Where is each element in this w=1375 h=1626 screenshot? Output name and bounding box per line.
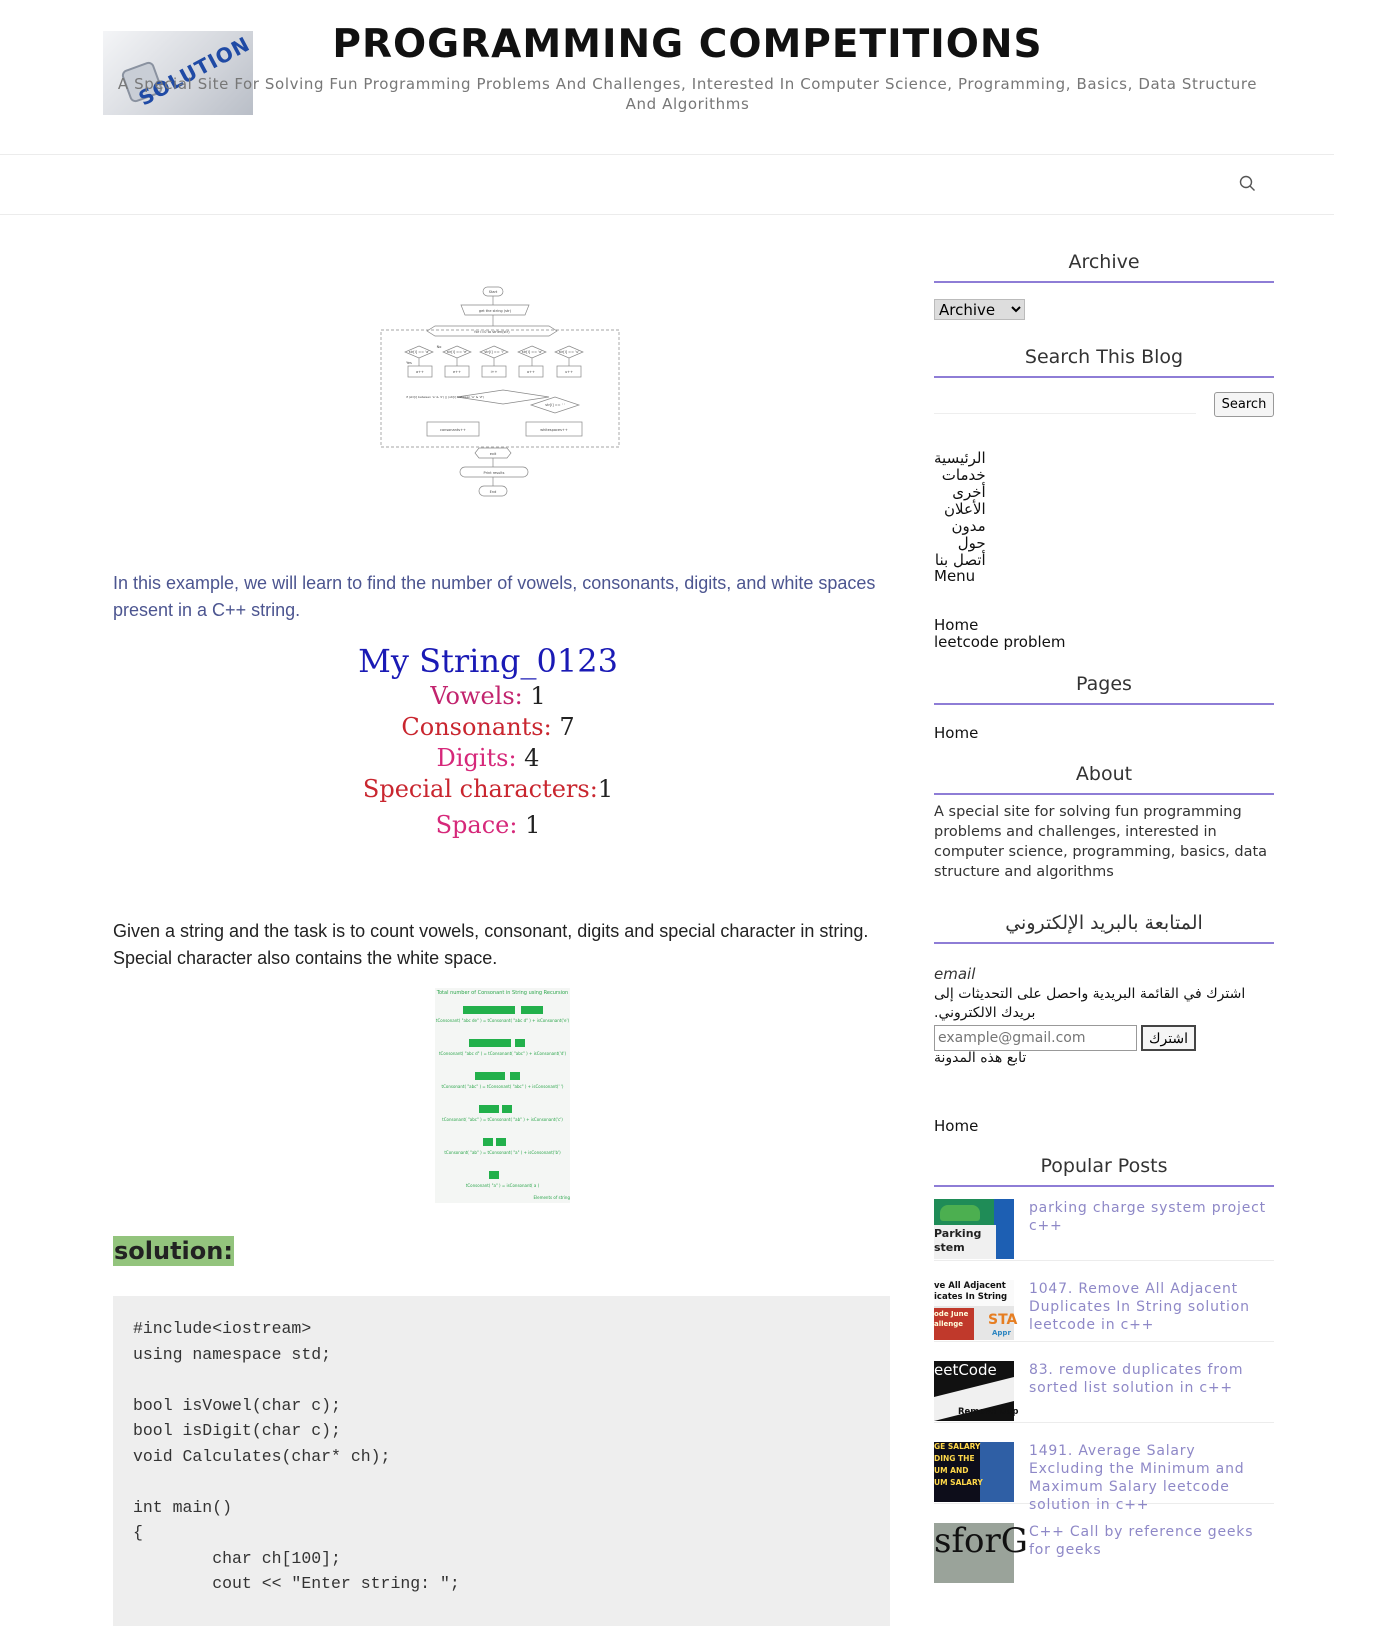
recursion-diagram-image	[435, 988, 570, 1203]
string-box	[515, 1039, 525, 1047]
menu-item-services-ar[interactable]: خدمات	[941, 466, 986, 484]
archive-select[interactable]	[934, 299, 1025, 320]
popular-posts-title: Popular Posts	[934, 1155, 1274, 1187]
space-line: Space: 1	[435, 811, 541, 839]
thumb-text: DING THE	[934, 1454, 975, 1463]
thumb-text: UM AND	[934, 1466, 969, 1475]
popular-post[interactable]	[934, 1523, 1274, 1585]
search-icon[interactable]	[1238, 174, 1258, 194]
space-label: Space	[435, 811, 510, 839]
fc-end: End	[489, 490, 497, 494]
task-paragraph: Given a string and the task is to count vowels, consonant, digits and special character in string. Special character also contains the white space.	[113, 921, 869, 968]
search-button[interactable]: Search	[1214, 392, 1274, 417]
fc-cond-a: str[i] == 'a'	[408, 350, 430, 354]
recursion-caption: tConsonant( "ab" ) = tConsonant( "a" ) + isConsonant('b')	[444, 1150, 561, 1155]
fc-yes: Yes	[406, 361, 412, 365]
post-title-link[interactable]: 83. remove duplicates from sorted list solution in c++	[1029, 1362, 1244, 1396]
link-home[interactable]: Home	[934, 616, 979, 634]
fc-exit: exit	[489, 452, 497, 456]
thumb-text: Remove Dup	[958, 1407, 1019, 1417]
follow-blog-link[interactable]: تابع هذه المدونة	[934, 1050, 1027, 1066]
post-thumbnail[interactable]	[934, 1521, 1028, 1583]
vowels-label: Vowels	[430, 682, 515, 710]
fc-cond-i: str[i] == 'i'	[484, 350, 504, 354]
thumb-text: icates In String	[934, 1292, 1008, 1302]
pages-link-home[interactable]: Home	[934, 724, 979, 742]
post-thumbnail[interactable]	[934, 1442, 1014, 1502]
fc-loop: for i=0 to strlen(str)	[474, 330, 510, 334]
search-input[interactable]	[934, 392, 1196, 414]
post-thumbnail[interactable]	[934, 1280, 1018, 1340]
about-text: A special site for solving fun programming problems and challenges, interested in computer science, programming, basics, data structure and algorithms	[934, 804, 1268, 880]
string-box	[469, 1039, 511, 1047]
digits-value: 4	[524, 744, 540, 772]
thumb-text: sforG	[934, 1521, 1028, 1561]
pages-widget-title: Pages	[934, 673, 1274, 705]
fc-u-inc: u++	[564, 370, 574, 374]
recursion-caption: tConsonant( "abc" ) = tConsonant( "ab" ) + isConsonant('c')	[442, 1117, 563, 1122]
popular-post[interactable]	[934, 1199, 1274, 1261]
fc-cond-space: str[i] == ' '	[545, 403, 565, 407]
recursion-caption: tConsonant( "a" ) = isConsonant( a )	[465, 1183, 540, 1188]
search-widget-title: Search This Blog	[934, 346, 1274, 378]
logo-word: SOLUTION	[134, 31, 254, 111]
thumb-text: stem	[934, 1241, 965, 1254]
fc-i-inc: i++	[490, 370, 498, 374]
string-box	[483, 1138, 493, 1146]
string-box	[510, 1072, 520, 1080]
archive-widget-title: Archive	[934, 251, 1274, 283]
fc-consonants: consonants++	[440, 428, 466, 432]
popular-post[interactable]	[934, 1361, 1274, 1423]
code-block[interactable]: #include<iostream> using namespace std; bool isVowel(char c); bool isDigit(char c); void Calculates(char* ch); int main() { char ch[100]; cout << "Enter string: ";	[113, 1296, 890, 1626]
space-value: 1	[525, 811, 541, 839]
string-box	[463, 1006, 515, 1014]
post-thumbnail[interactable]	[934, 1199, 1014, 1259]
fc-start: Start	[488, 290, 498, 294]
consonants-label: Consonants	[401, 713, 544, 741]
thumb-text: UM SALARY	[934, 1478, 983, 1487]
menu-item-about-ar[interactable]: حول	[957, 534, 986, 552]
fc-o-inc: o++	[526, 370, 536, 374]
special-line: Special characters:1	[362, 775, 614, 803]
fc-cond-o: str[i] == 'o'	[521, 350, 543, 354]
menu-item-blogger-ar[interactable]: مدون	[951, 517, 986, 535]
subscribe-button[interactable]: اشترك	[1141, 1025, 1196, 1051]
consonants-value: 7	[559, 713, 575, 741]
fc-whitespaces: whitespaces++	[540, 428, 568, 432]
recursion-title: Total number of Consonant in String using Recursion	[436, 990, 569, 996]
string-heading: My String_0123	[358, 642, 618, 680]
fc-e-inc: e++	[452, 370, 462, 374]
string-example-image	[353, 642, 653, 842]
site-title[interactable]: PROGRAMMING COMPETITIONS	[332, 22, 1043, 67]
site-description: A Special Site For Solving Fun Programming Problems And Challenges, Interested In Computer Science, Programming, Basics, Data Structure And Algorithms	[117, 75, 1258, 113]
recursion-legend: Elements of string	[533, 1195, 570, 1200]
nav-bar	[0, 155, 1334, 215]
recursion-caption: tConsonant( "abc d" ) = tConsonant( "abc" ) + isConsonant('d')	[438, 1051, 567, 1056]
recursion-caption: tConsonant( "abc de" ) = tConsonant( "abc d" ) + isConsonant('e')	[435, 1018, 570, 1023]
string-box	[475, 1072, 505, 1080]
menu-item-other-ar[interactable]: أخرى	[952, 483, 986, 501]
thumb-text: allenge	[934, 1320, 964, 1328]
menu-item-contact-ar[interactable]: أتصل بنا	[934, 551, 986, 569]
menu-item-home-ar[interactable]: الرئيسية	[934, 449, 986, 467]
post-title-link[interactable]: parking charge system project c++	[1029, 1200, 1266, 1234]
flowchart-image	[379, 286, 624, 501]
post-thumbnail[interactable]	[934, 1361, 1019, 1421]
email-widget-title: المتابعة بالبريد الإلكتروني	[934, 912, 1274, 944]
fc-cond-u: str[i] == 'u'	[558, 350, 580, 354]
thumb-text: STA	[988, 1312, 1018, 1328]
popular-post[interactable]	[934, 1442, 1274, 1513]
thumb-text: Appr	[992, 1329, 1011, 1337]
thumb-text: ode June	[934, 1310, 969, 1318]
arabic-menu	[934, 450, 986, 569]
fc-no: No	[436, 345, 442, 349]
fc-get: get the string (str)	[478, 309, 512, 313]
home-link[interactable]: Home	[934, 1117, 979, 1135]
post-title-link[interactable]: 1491. Average Salary Excluding the Minimum and Maximum Salary leetcode solution in c++	[1029, 1443, 1245, 1513]
digits-line: Digits: 4	[436, 744, 540, 772]
vowels-line: Vowels: 1	[430, 682, 546, 710]
about-widget-title: About	[934, 763, 1274, 795]
email-description: اشترك في القائمة البريدية واحصل على التحديثات إلى بريدك الالكتروني.	[934, 986, 1246, 1021]
popular-post[interactable]	[934, 1280, 1274, 1342]
thumb-text: GE SALARY	[934, 1442, 981, 1451]
site-header	[0, 0, 1334, 155]
vowels-value: 1	[530, 682, 546, 710]
fc-cond-e: str[i] == 'e'	[446, 350, 468, 354]
string-box	[521, 1006, 543, 1014]
special-label: Special characters	[362, 775, 590, 803]
links-list	[934, 617, 1274, 651]
thumb-text: Parking	[934, 1227, 982, 1240]
post-title-link[interactable]: C++ Call by reference geeks for geeks	[1029, 1524, 1254, 1558]
consonants-line: Consonants: 7	[401, 713, 575, 741]
email-label: email	[934, 965, 976, 983]
solution-heading: solution:	[114, 1237, 233, 1265]
post-title-link[interactable]: 1047. Remove All Adjacent Duplicates In String solution leetcode in c++	[1029, 1281, 1250, 1333]
email-input[interactable]	[934, 1025, 1137, 1051]
special-value: 1	[597, 775, 614, 803]
string-box	[502, 1105, 512, 1113]
intro-paragraph: In this example, we will learn to find the number of vowels, consonants, digits, and white spaces present in a C++ string.	[113, 573, 876, 620]
digits-label: Digits	[436, 744, 509, 772]
menu-item-ads-ar[interactable]: الأعلان	[944, 500, 986, 518]
string-box	[479, 1105, 499, 1113]
recursion-caption: tConsonant( "abc" ) = tConsonant( "abc" ) + isConsonant(' ')	[441, 1084, 564, 1089]
link-leetcode-problem[interactable]: leetcode problem	[934, 633, 1066, 651]
thumb-text: eetCode	[934, 1361, 997, 1379]
fc-cond-letter: if (str[i] between 'a' & 'z') || (str[i] between 'A' & 'Z')	[405, 395, 485, 399]
fc-a-inc: a++	[415, 370, 425, 374]
string-box	[496, 1138, 506, 1146]
fc-print: Print results	[483, 471, 505, 475]
menu-label[interactable]: Menu	[934, 567, 976, 585]
thumb-text: ve All Adjacent	[934, 1281, 1006, 1291]
string-box	[489, 1171, 499, 1179]
